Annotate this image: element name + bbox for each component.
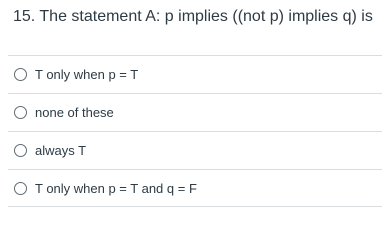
answer-label: T only when p = T: [35, 67, 139, 82]
radio-button-icon[interactable]: [14, 144, 27, 157]
answer-label: none of these: [35, 105, 114, 120]
answer-label: always T: [35, 143, 87, 158]
answer-label: T only when p = T and q = F: [35, 180, 197, 196]
question-text: 15. The statement A: p implies ((not p) implies q) is: [13, 8, 373, 25]
answer-option-2[interactable]: [8, 93, 382, 131]
answer-option-4[interactable]: [8, 169, 382, 207]
radio-button-icon[interactable]: [14, 106, 27, 119]
radio-button-icon[interactable]: [14, 68, 27, 81]
radio-button-icon[interactable]: [14, 182, 27, 195]
answer-list: [8, 55, 382, 207]
answer-option-1[interactable]: [8, 55, 382, 93]
answer-option-3[interactable]: [8, 131, 382, 169]
